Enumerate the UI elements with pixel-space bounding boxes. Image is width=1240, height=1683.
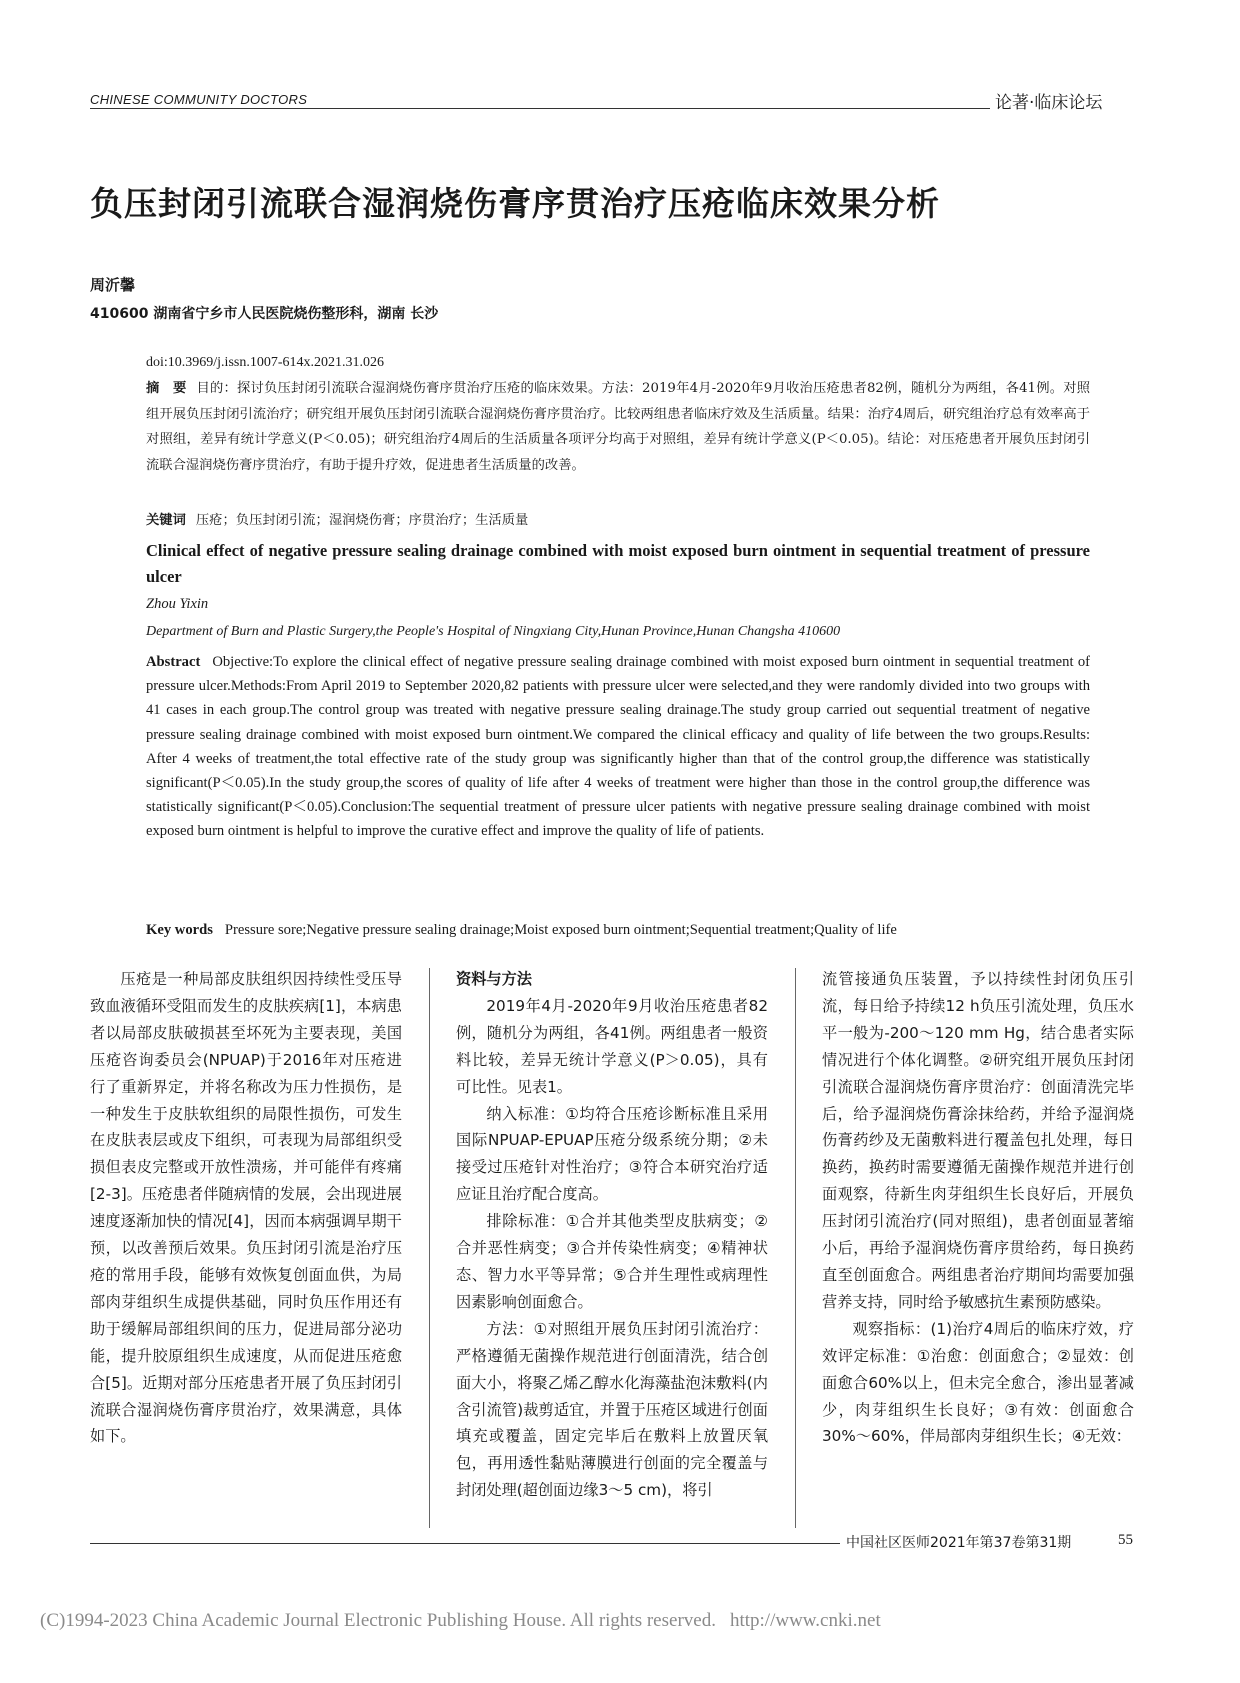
section-tag: 论著·临床论坛 (995, 93, 1103, 113)
doi: doi:10.3969/j.issn.1007-614x.2021.31.026 (146, 355, 385, 370)
inclusion-criteria: 纳入标准：①均符合压疮诊断标准且采用国际NPUAP-EPUAP压疮分级系统分期；②未接受过压疮针对性治疗；③符合本研究治疗适应证且治疗配合度高。 (456, 1104, 768, 1204)
english-author: Zhou Yixin (146, 596, 209, 612)
column-divider-2 (795, 968, 796, 1528)
abstract-en-text: Objective:To explore the clinical effect of negative pressure sealing drainage combined with moist exposed burn ointment in sequential treatment of pressure ulcer.Methods:From April 2019 to September 2020,82 patients with pressure ulcer were selected,and they were randomly divided into two groups with 41 cases in each group.The control group was treated with negative pressure sealing drainage.The study group carried out sequential treatment of negative pressure sealing drainage combined with moist exposed burn ointment.We compared the clinical efficacy and quality of life between the two groups.Results: After 4 weeks of treatment,the total effective rate of the study group was significantly higher than that of the control group,the difference was statistically significant(P＜0.05).In the study group,the scores of quality of life after 4 weeks of treatment were higher than those in the control group,the difference was statistically significant(P＜0.05).Conclusion:The sequential treatment of pressure ulcer patients with negative pressure sealing drainage combined with moist exposed burn ointment is helpful to improve the curative effect and improve the quality of life of patients. (146, 654, 1090, 840)
methods-continued: 流管接通负压装置，予以持续性封闭负压引流，每日给予持续12 h负压引流处理，负压水平一般为-200～120 mm Hg，结合患者实际情况进行个体化调整。②研究组开展负压封闭引流联合湿润烧伤膏序贯治疗：创面清洗完毕后，给予湿润烧伤膏涂抹给药，并给予湿润烧伤膏药纱及无菌敷料进行覆盖包扎处理，每日换药，换药时需要遵循无菌操作规范并进行创面观察，待新生肉芽组织生长良好后，开展负压封闭引流治疗(同对照组)，患者创面显著缩小后，再给予湿润烧伤膏序贯给药，每日换药直至创面愈合。两组患者治疗期间均需要加强营养支持，同时给予敏感抗生素预防感染。 (822, 970, 1134, 1311)
exclusion-criteria: 排除标准：①合并其他类型皮肤病变；②合并恶性病变；③合并传染性病变；④精神状态、智力水平等异常；⑤合并生理性或病理性因素影响创面愈合。 (456, 1212, 768, 1311)
english-title: Clinical effect of negative pressure sealing drainage combined with moist exposed burn ointment in sequential treatment of pressure ulcer (146, 541, 1090, 586)
copyright-watermark (40, 1610, 881, 1632)
copyright-text: (C)1994-2023 China Academic Journal Electronic Publishing House. All rights reserved. (40, 1610, 716, 1631)
keywords-cn-text: 压疮；负压封闭引流；湿润烧伤膏；序贯治疗；生活质量 (195, 513, 529, 528)
article-title: 负压封闭引流联合湿润烧伤膏序贯治疗压疮临床效果分析 (90, 184, 940, 223)
methods-heading: 资料与方法 (456, 970, 532, 988)
keywords-cn (146, 509, 1090, 533)
body-column-3 (822, 966, 1134, 1450)
keywords-en-label: Key words (146, 922, 213, 938)
page-number: 55 (1118, 1532, 1133, 1548)
abstract-cn (146, 376, 1090, 478)
keywords-cn-label: 关键词 (146, 513, 186, 528)
author-affiliation: 410600 湖南省宁乡市人民医院烧伤整形科，湖南 长沙 (90, 306, 439, 322)
methods-paragraph-4: 方法：①对照组开展负压封闭引流治疗：严格遵循无菌操作规范进行创面清洗，结合创面大小，将聚乙烯乙醇水化海藻盐泡沫敷料(内含引流管)裁剪适宜，并置于压疮区域进行创面填充或覆盖，固定完毕后在敷料上放置厌氧包，再用透性黏贴薄膜进行创面的完全覆盖与封闭处理(超创面边缘3～5 cm)，将引 (456, 1319, 768, 1500)
methods-paragraph-1: 2019年4月-2020年9月收治压疮患者82例，随机分为两组，各41例。两组患者一般资料比较，差异无统计学意义(P＞0.05)，具有可比性。见表1。 (456, 996, 768, 1096)
abstract-en-label: Abstract (146, 654, 201, 670)
author-name: 周沂馨 (90, 276, 136, 294)
column-divider-1 (429, 968, 430, 1528)
footer-divider (90, 1543, 840, 1544)
intro-paragraph: 压疮是一种局部皮肤组织因持续性受压导致血液循环受阻而发生的皮肤疾病[1]，本病患者以局部皮肤破损甚至坏死为主要表现，美国压疮咨询委员会(NPUAP)于2016年对压疮进行了重新界定，并将名称改为压力性损伤，是一种发生于皮肤软组织的局限性损伤，可发生在皮肤表层或皮下组织，可表现为局部组织受损但表皮完整或开放性溃疡，并可能伴有疼痛[2-3]。压疮患者伴随病情的发展，会出现进展速度逐渐加快的情况[4]，因而本病强调早期干预，以改善预后效果。负压封闭引流是治疗压疮的常用手段，能够有效恢复创面血供，为局部肉芽组织生成提供基础，同时负压作用还有助于缓解局部组织间的压力，促进局部分泌功能，提升胶原组织生成速度，从而促进压疮愈合[5]。近期对部分压疮患者开展了负压封闭引流联合湿润烧伤膏序贯治疗，效果满意，具体如下。 (90, 970, 402, 1446)
abstract-cn-label: 摘 要 (146, 381, 187, 396)
cnki-url: http://www.cnki.net (729, 1610, 881, 1631)
abstract-en (146, 650, 1090, 844)
header-divider (90, 108, 990, 109)
keywords-en (146, 922, 1090, 939)
observation-indicators: 观察指标：(1)治疗4周后的临床疗效，疗效评定标准：①治愈：创面愈合；②显效：创面愈合60%以上，但未完全愈合，渗出显著减少，肉芽组织生长良好；③有效：创面愈合30%～60%，伴局部肉芽组织生长；④无效： (822, 1319, 1134, 1446)
body-column-1 (90, 966, 402, 1450)
keywords-en-text: Pressure sore;Negative pressure sealing drainage;Moist exposed burn ointment;Sequential treatment;Quality of life (224, 922, 897, 938)
abstract-cn-text: 目的：探讨负压封闭引流联合湿润烧伤膏序贯治疗压疮的临床效果。方法：2019年4月-2020年9月收治压疮患者82例，随机分为两组，各41例。对照组开展负压封闭引流治疗；研究组开展负压封闭引流联合湿润烧伤膏序贯治疗。比较两组患者临床疗效及生活质量。结果：治疗4周后，研究组治疗总有效率高于对照组，差异有统计学意义(P＜0.05)；研究组治疗4周后的生活质量各项评分均高于对照组，差异有统计学意义(P＜0.05)。结论：对压疮患者开展负压封闭引流联合湿润烧伤膏序贯治疗，有助于提升疗效，促进患者生活质量的改善。 (146, 381, 1091, 473)
footer-journal-issue: 中国社区医师2021年第37卷第31期 (846, 1535, 1072, 1551)
body-column-2 (456, 966, 768, 1504)
english-affiliation: Department of Burn and Plastic Surgery,the People's Hospital of Ningxiang City,Hunan Province,Hunan Changsha 410600 (146, 624, 841, 639)
journal-name-header: CHINESE COMMUNITY DOCTORS (90, 92, 308, 107)
